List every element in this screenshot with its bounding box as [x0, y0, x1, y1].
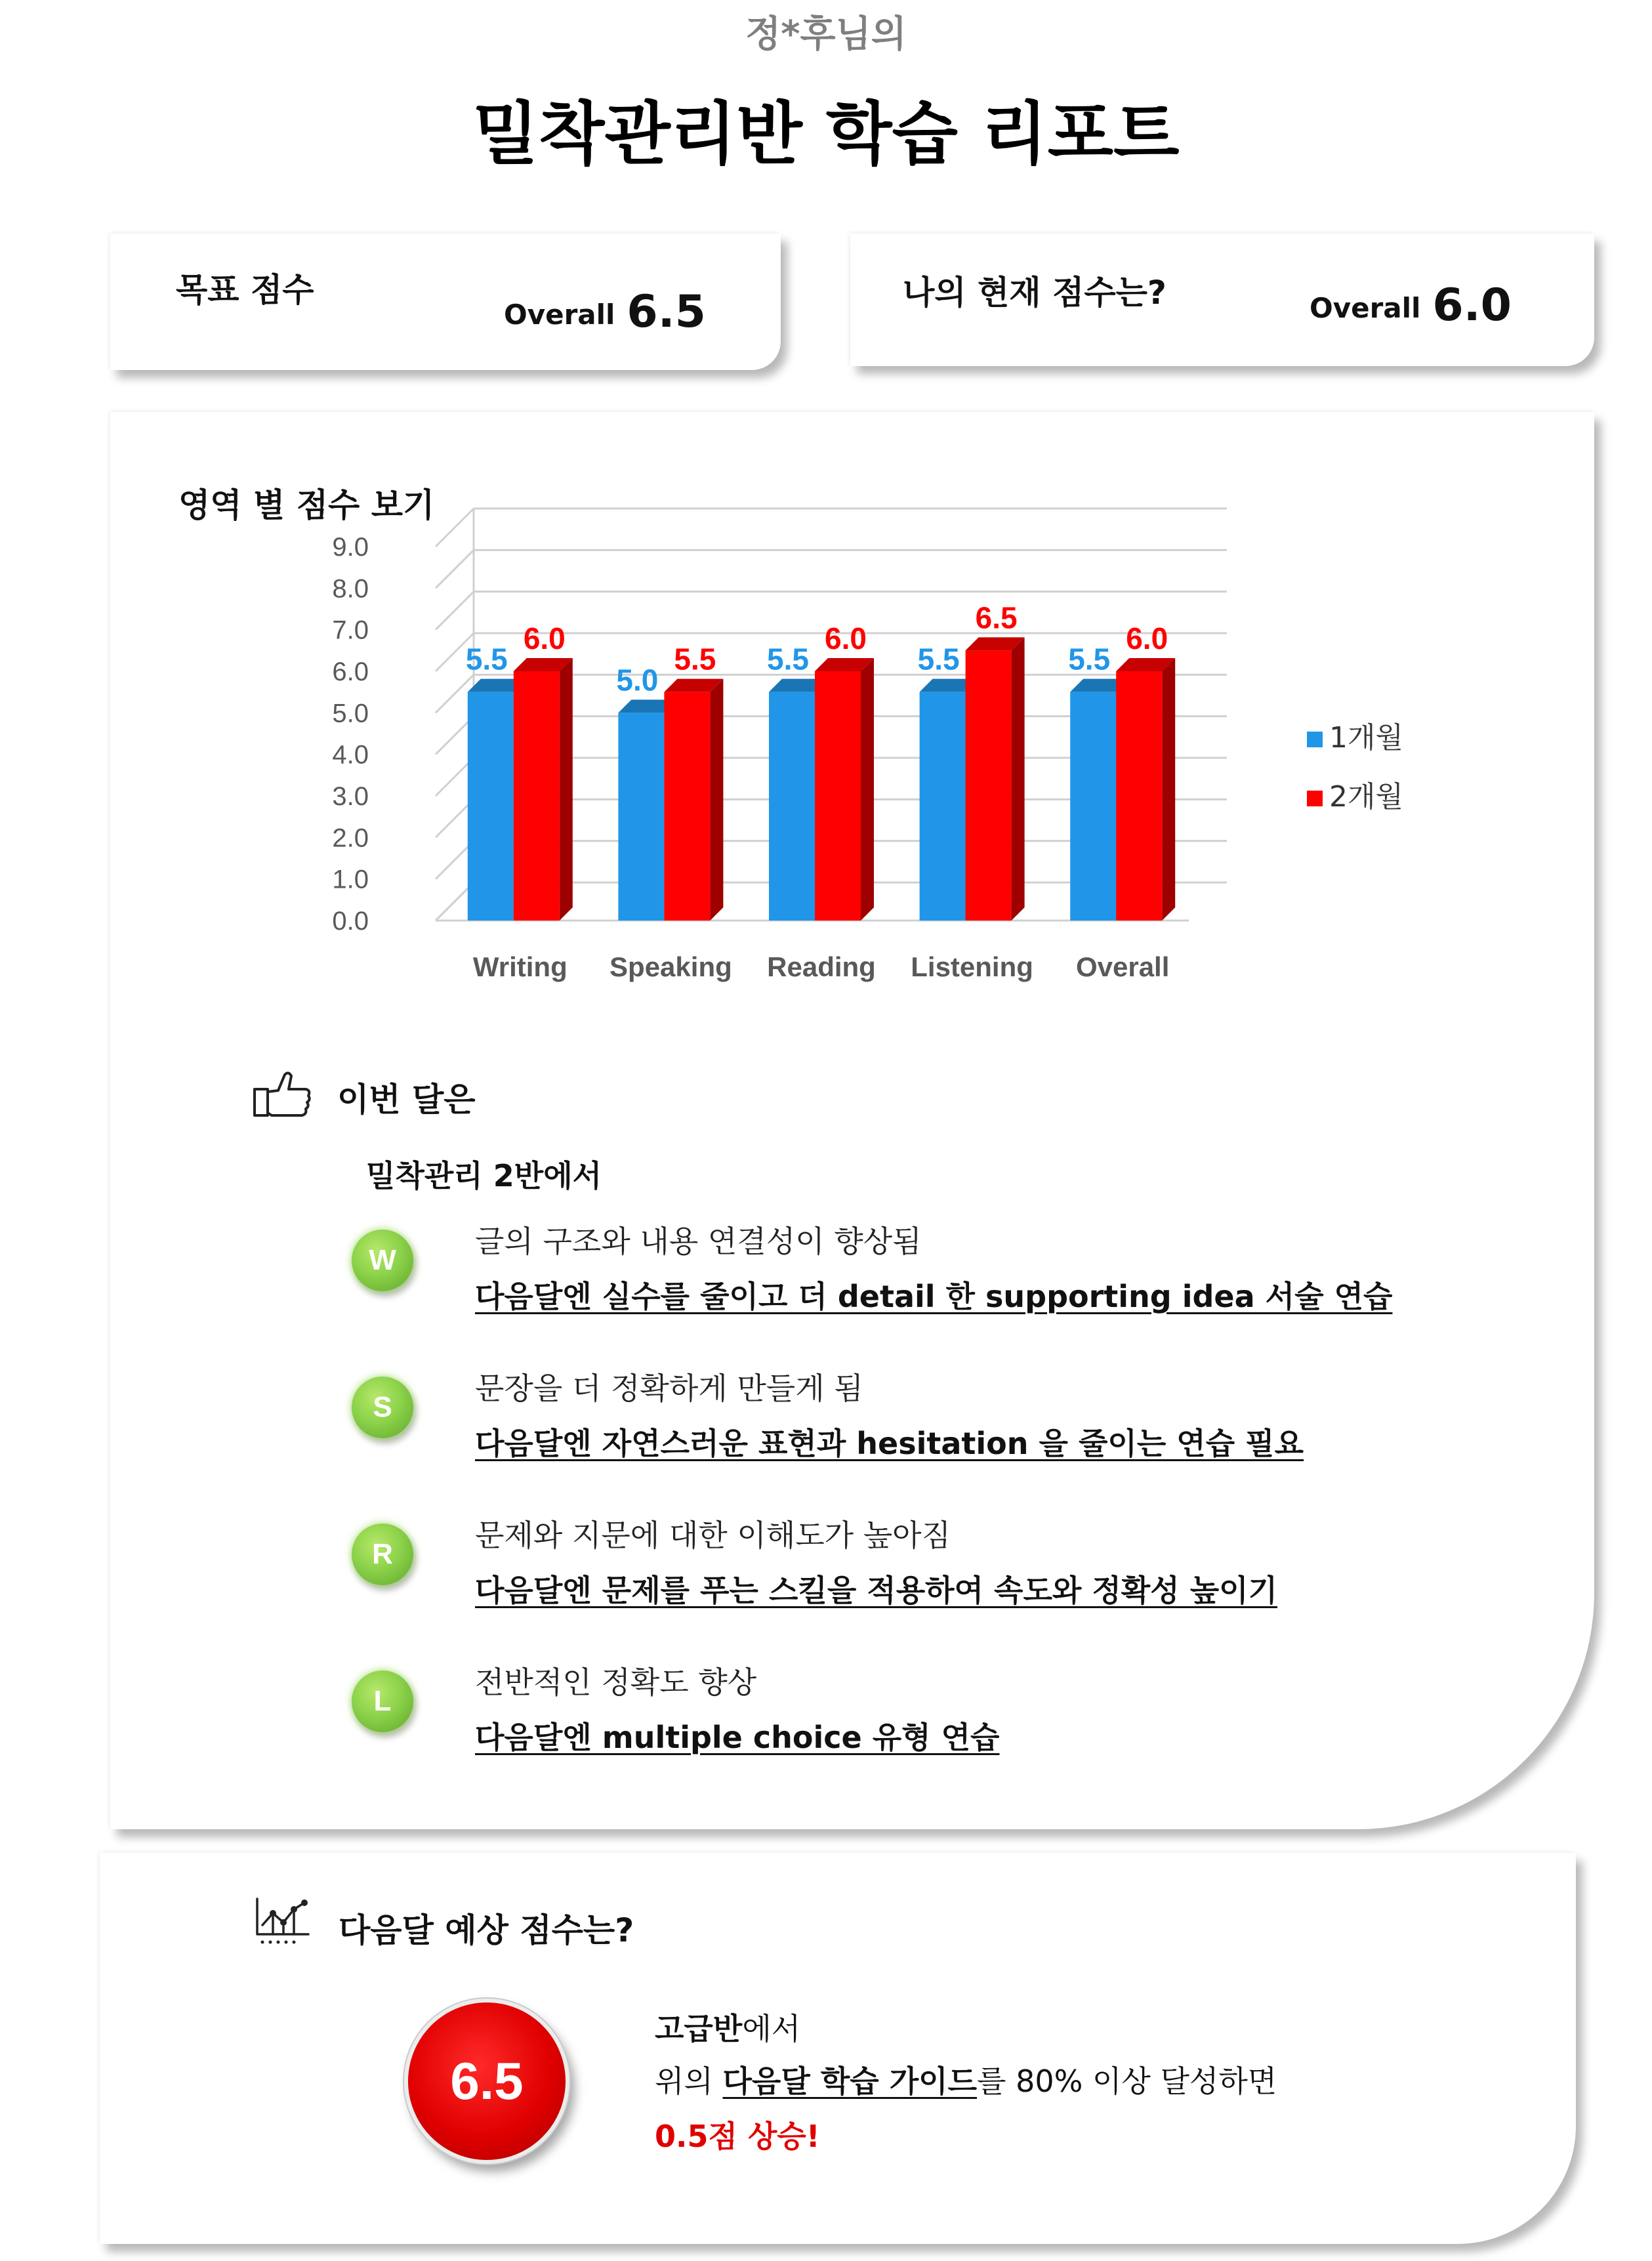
bar-side	[861, 658, 874, 921]
bar-side	[560, 658, 573, 921]
bar	[966, 650, 1012, 921]
next-month-guide-link: 다음달 학습 가이드	[722, 2064, 978, 2099]
current-overall-value: 6.0	[1432, 280, 1512, 331]
writing-next-month-guide: 다음달엔 실수를 줄이고 더 detail 한 supporting idea 서술 연습	[475, 1279, 1393, 1314]
reading-feedback: 문제와 지문에 대한 이해도가 높아짐	[475, 1518, 951, 1553]
current-score-label: 나의 현재 점수는?	[903, 274, 1167, 312]
chart-legend	[1307, 714, 1403, 815]
target-overall-label: Overall	[504, 299, 615, 331]
current-overall-label: Overall	[1310, 292, 1421, 324]
bar	[468, 692, 514, 921]
speaking-next-month-guide: 다음달엔 자연스러운 표현과 hesitation 을 줄이는 연습 필요	[475, 1426, 1304, 1461]
x-tick-label: Reading	[767, 951, 876, 982]
x-tick-label: Overall	[1075, 951, 1170, 982]
student-name: 정*후님의	[745, 13, 907, 56]
data-label: 6.0	[523, 621, 566, 655]
prediction-card	[100, 1853, 1576, 2244]
legend-item-1	[1307, 714, 1403, 756]
bar	[920, 692, 966, 921]
prediction-title: 다음달 예상 점수는?	[339, 1911, 634, 1949]
legend-swatch-2	[1307, 791, 1323, 806]
listening-feedback: 전반적인 정확도 향상	[475, 1665, 757, 1700]
target-overall-value: 6.5	[627, 286, 706, 338]
advanced-class-label: 고급반	[655, 2011, 743, 2046]
y-tick-label: 3.0	[332, 782, 369, 811]
data-label: 5.5	[1068, 642, 1111, 676]
y-tick-label: 9.0	[332, 533, 369, 562]
data-label: 5.0	[616, 663, 659, 697]
y-tick-label: 6.0	[332, 657, 369, 686]
predicted-score-circle: 6.5	[404, 1999, 569, 2164]
score-bar-chart	[0, 0, 1652, 1024]
bar-side	[1162, 658, 1175, 921]
bar	[514, 671, 560, 921]
score-increase-text: 0.5점 상승!	[655, 2119, 820, 2154]
reading-badge: R	[352, 1524, 413, 1585]
bar	[1070, 692, 1116, 921]
y-tick-label: 8.0	[332, 574, 369, 604]
listening-next-month-guide: 다음달엔 multiple choice 유형 연습	[475, 1720, 1000, 1755]
writing-badge: W	[352, 1230, 413, 1291]
y-tick-label: 7.0	[332, 615, 369, 645]
y-tick-label: 2.0	[332, 823, 369, 853]
y-tick-label: 0.0	[332, 907, 369, 936]
y-tick-label: 5.0	[332, 699, 369, 728]
gridline-slant	[436, 508, 474, 547]
legend-swatch-1	[1307, 732, 1323, 747]
page-title: 밀착관리반 학습 리포트	[472, 94, 1180, 174]
bar	[815, 671, 861, 921]
target-score-label: 목표 점수	[176, 271, 314, 309]
data-label: 5.5	[674, 642, 716, 676]
data-label: 6.0	[825, 621, 867, 655]
listening-badge: L	[352, 1670, 413, 1732]
prediction-line-2	[655, 2058, 1277, 2101]
y-tick-label: 4.0	[332, 740, 369, 770]
thumbs-up-icon	[252, 1069, 312, 1119]
legend-label-2: 2개월	[1329, 780, 1404, 814]
reading-next-month-guide: 다음달엔 문제를 푸는 스킬을 적용하여 속도와 정확성 높이기	[475, 1573, 1278, 1608]
x-tick-label: Writing	[472, 951, 568, 982]
speaking-feedback: 문장을 더 정확하게 만들게 됨	[475, 1371, 863, 1406]
speaking-badge: S	[352, 1377, 413, 1438]
data-label: 6.5	[975, 600, 1018, 635]
prediction-line-1-rest: 에서	[742, 2011, 801, 2046]
x-tick-label: Speaking	[609, 951, 732, 982]
gridline-slant	[436, 550, 474, 588]
legend-label-1: 1개월	[1329, 721, 1404, 755]
data-label: 5.5	[767, 642, 809, 676]
bar-side	[1012, 637, 1025, 921]
data-label: 5.5	[917, 642, 960, 676]
line-chart-icon	[253, 1896, 312, 1946]
legend-item-2	[1307, 773, 1403, 815]
data-label: 5.5	[465, 642, 508, 676]
bar	[664, 692, 710, 921]
gridline-slant	[436, 592, 474, 630]
y-tick-label: 1.0	[332, 865, 369, 894]
prediction-line-2-post: 를 80% 이상 달성하면	[977, 2064, 1277, 2099]
writing-feedback: 글의 구조와 내용 연결성이 향상됨	[475, 1224, 922, 1259]
prediction-line-2-pre: 위의	[655, 2064, 723, 2099]
scores-section-title: 영역 별 점수 보기	[178, 486, 435, 524]
this-month-title: 이번 달은	[337, 1081, 476, 1119]
bar	[1116, 671, 1162, 921]
data-label: 6.0	[1126, 621, 1168, 655]
class-label: 밀착관리 2반에서	[366, 1158, 602, 1193]
bar-side	[710, 679, 723, 921]
x-tick-label: Listening	[911, 951, 1033, 982]
prediction-line-1	[655, 2005, 800, 2048]
bar	[618, 713, 664, 921]
bar	[769, 692, 815, 921]
